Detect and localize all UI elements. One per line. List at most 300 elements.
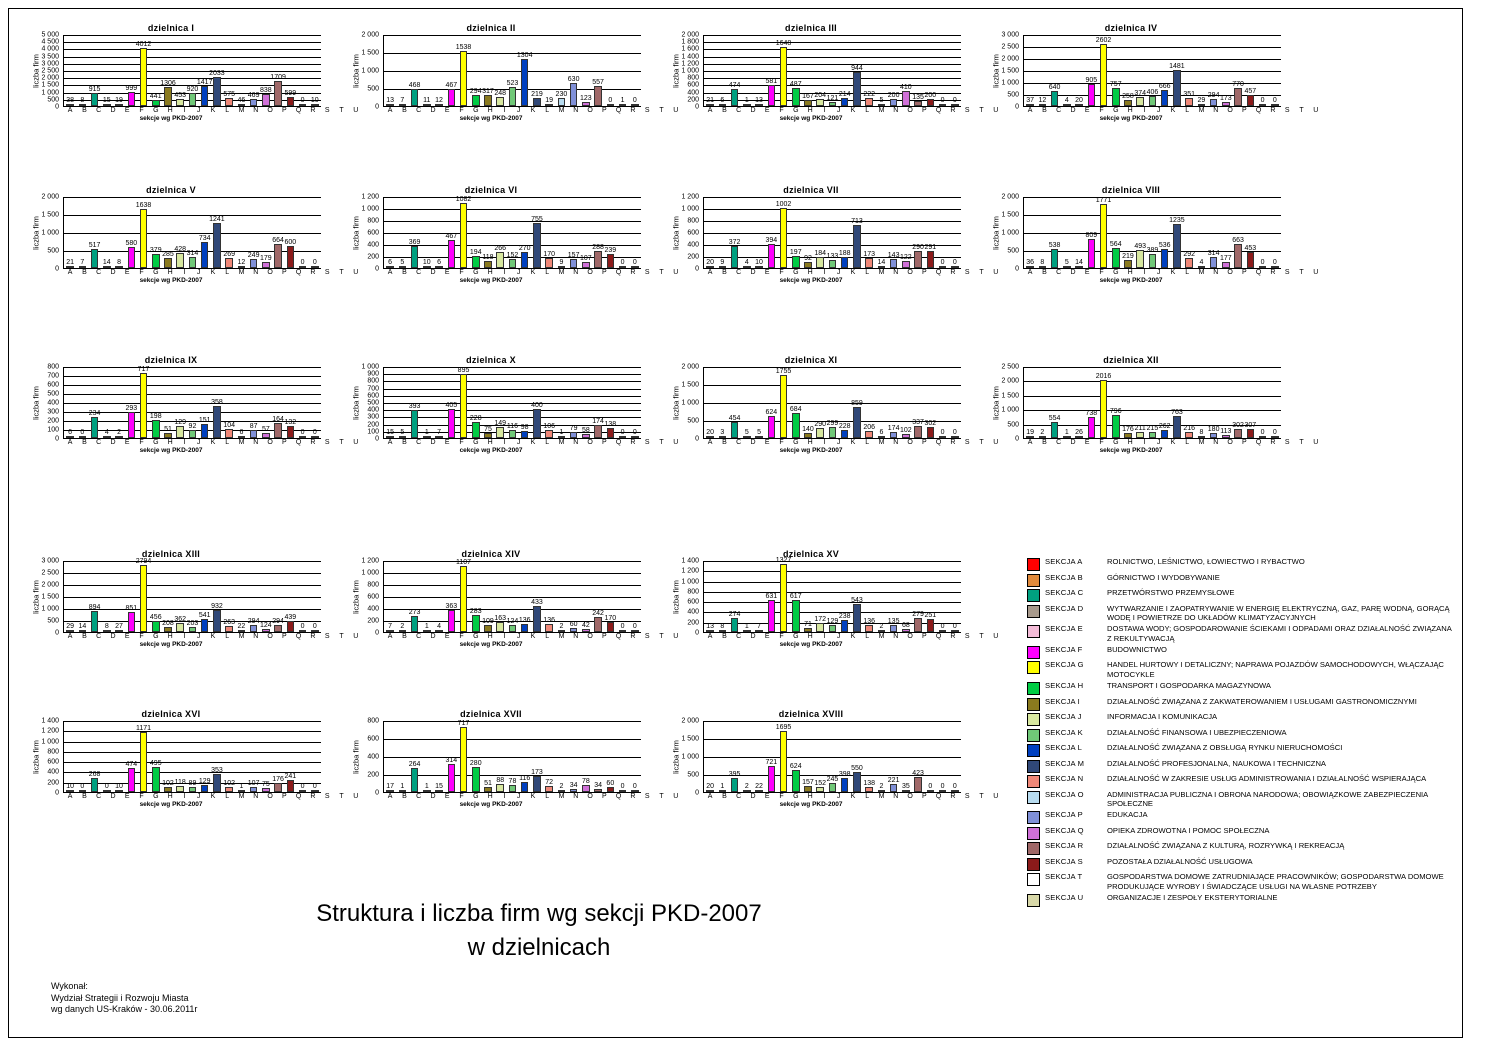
x-tick-label: Q <box>935 793 942 800</box>
bar <box>520 423 529 438</box>
x-tick-label: O <box>587 107 593 114</box>
x-tick-label: L <box>865 793 870 800</box>
bar-value-label: 554 <box>1048 415 1061 423</box>
bar-slot-Q <box>900 197 912 268</box>
bar <box>887 252 900 268</box>
y-tick-label: 400 <box>367 605 379 613</box>
bar-value-label: 0 <box>952 623 957 630</box>
bar <box>284 239 297 268</box>
bar <box>506 80 519 106</box>
x-tick-label: N <box>253 633 259 640</box>
legend-code: SEKCJA G <box>1045 660 1084 670</box>
bar <box>719 623 727 632</box>
bar <box>631 429 639 438</box>
bar-slot-J <box>814 367 826 438</box>
x-tick-label: K <box>530 633 536 640</box>
bar-slot-U <box>949 35 961 106</box>
y-axis-label: liczba firm <box>991 54 1001 88</box>
bar <box>838 612 851 632</box>
bar <box>174 92 187 106</box>
bar-slot-T <box>616 721 628 792</box>
x-tick-label: K <box>1170 107 1176 114</box>
y-axis-label: liczba firm <box>671 386 681 420</box>
y-tick-label: 1 200 <box>361 193 379 201</box>
x-axis-label: sekcje wg PKD-2007 <box>139 277 203 284</box>
bar <box>531 215 543 268</box>
bar <box>887 91 900 106</box>
bar-slot-L <box>516 35 533 106</box>
y-tick-label: 1 000 <box>361 569 379 577</box>
y-tick-label: 500 <box>687 771 699 779</box>
x-tick-label: F <box>1099 269 1104 276</box>
bar-value-label: 663 <box>1232 237 1244 245</box>
x-tick-label: N <box>253 439 259 446</box>
y-axis-ticks <box>671 31 701 111</box>
x-tick-label: D <box>430 793 436 800</box>
bar <box>1109 240 1122 268</box>
bar <box>386 623 394 632</box>
x-tick-label: P <box>282 107 287 114</box>
bar-slot-G <box>775 721 792 792</box>
x-tick-label: T <box>1299 269 1304 276</box>
y-tick-label: 2 000 <box>681 31 699 39</box>
bar-slot-A <box>64 35 76 106</box>
bar-slot-U <box>309 721 321 792</box>
bar <box>247 92 260 106</box>
bar-slot-U <box>1269 367 1281 438</box>
bar <box>102 97 111 106</box>
x-axis-ticks <box>703 633 1003 640</box>
bar-slot-J <box>494 367 506 438</box>
y-tick-label: 600 <box>47 758 59 766</box>
bar-value-label: 474 <box>728 81 741 89</box>
bar-slot-J <box>814 35 826 106</box>
bar <box>209 216 225 268</box>
bar <box>174 616 187 632</box>
bar <box>198 778 211 792</box>
plot-area <box>703 556 961 633</box>
bar-series <box>64 367 321 438</box>
y-tick-label: 800 <box>47 363 59 371</box>
bar-slot-R <box>1232 35 1244 106</box>
bar <box>569 781 578 792</box>
bar <box>125 84 138 106</box>
bar-value-label: 152 <box>506 251 519 259</box>
x-axis-ticks <box>703 439 1003 446</box>
x-tick-label: S <box>644 107 650 114</box>
bar <box>951 259 959 268</box>
bar-slot-U <box>309 197 321 268</box>
bar <box>1075 259 1083 268</box>
bar-slot-T <box>936 721 948 792</box>
bar-slot-Q <box>260 561 272 632</box>
legend-item <box>1027 743 1457 757</box>
bar-slot-M <box>531 35 543 106</box>
bar <box>311 429 319 438</box>
bar-value-label: 0 <box>1260 259 1265 266</box>
x-tick-label: R <box>950 793 956 800</box>
bar-value-label: 1306 <box>160 80 176 88</box>
y-tick-label: 1 500 <box>361 49 379 57</box>
y-axis-label: liczba firm <box>671 580 681 614</box>
bar <box>211 766 223 792</box>
bar-slot-H <box>1110 367 1122 438</box>
bar-value-label: 12 <box>435 97 443 104</box>
bar <box>900 253 912 268</box>
plot-area <box>63 557 321 633</box>
bar <box>137 366 150 438</box>
x-tick-label: E <box>444 107 450 114</box>
bar <box>299 623 307 632</box>
x-tick-label: J <box>196 793 201 800</box>
y-tick-label: 600 <box>47 381 59 389</box>
bar <box>149 759 162 792</box>
x-tick-label: J <box>196 633 201 640</box>
x-tick-label: N <box>573 439 579 446</box>
bar-slot-E <box>1073 367 1085 438</box>
x-tick-label: E <box>764 269 770 276</box>
bar-value-label: 0 <box>952 429 957 436</box>
bar-slot-I <box>482 367 494 438</box>
bar <box>386 783 395 792</box>
bar <box>519 774 531 792</box>
bar-slot-E <box>113 367 125 438</box>
bar <box>186 620 199 632</box>
x-tick-label: A <box>387 633 393 640</box>
bar-value-label: 138 <box>863 780 875 788</box>
y-tick-label: 2 500 <box>41 67 59 75</box>
bar <box>878 623 886 632</box>
x-tick-label: R <box>630 633 636 640</box>
bar-value-label: 467 <box>445 82 458 90</box>
x-tick-label: D <box>750 107 756 114</box>
bar-value-label: 211 <box>1134 424 1146 432</box>
x-tick-label: R <box>1270 269 1276 276</box>
x-tick-label: M <box>1198 269 1205 276</box>
y-tick-label: 1 500 <box>681 381 699 389</box>
bar-slot-A <box>384 561 396 632</box>
bar-slot-N <box>863 197 875 268</box>
x-tick-label: U <box>1313 107 1319 114</box>
x-tick-label: M <box>878 439 885 446</box>
x-tick-label: T <box>659 107 664 114</box>
bar-slot-E <box>1073 197 1085 268</box>
x-tick-label: D <box>750 269 756 276</box>
bar-value-label: 0 <box>1260 97 1265 104</box>
bar-value-label: 138 <box>604 421 617 429</box>
bar-value-label: 208 <box>162 620 174 628</box>
bar-slot-A <box>64 367 76 438</box>
bar-value-label: 7 <box>757 623 761 630</box>
bar-value-label: 9 <box>559 259 564 266</box>
bar-value-label: 599 <box>284 90 297 98</box>
bar <box>174 419 187 438</box>
y-tick-label: 0 <box>1015 435 1019 443</box>
bar-slot-H <box>790 721 802 792</box>
bar-slot-T <box>296 35 308 106</box>
chart-title: dzielnica X <box>466 355 516 365</box>
x-tick-label: Q <box>295 269 302 276</box>
bar-value-label: 362 <box>174 616 187 624</box>
bar-slot-B <box>716 35 728 106</box>
x-tick-label: B <box>722 269 727 276</box>
chart-dzielnica-vi <box>341 185 679 284</box>
x-tick-label: D <box>1070 107 1076 114</box>
legend-code: SEKCJA A <box>1045 557 1083 566</box>
bar <box>838 249 851 268</box>
bar <box>223 779 235 792</box>
bar-slot-Q <box>580 367 592 438</box>
bar <box>445 82 458 106</box>
bar-value-label: 1755 <box>775 367 792 375</box>
bar-slot-N <box>863 35 875 106</box>
bar-slot-M <box>211 561 223 632</box>
x-tick-label: B <box>402 107 407 114</box>
x-tick-label: L <box>225 439 230 446</box>
bar <box>878 783 886 792</box>
x-tick-label: R <box>310 439 316 446</box>
x-tick-label: H <box>807 269 813 276</box>
bar <box>209 69 225 106</box>
bar-value-label: 12 <box>237 259 246 266</box>
x-tick-label: O <box>587 793 593 800</box>
bar-value-label: 173 <box>1220 94 1232 102</box>
bar-slot-O <box>555 35 567 106</box>
bar-value-label: 29 <box>1197 97 1206 104</box>
chart-dzielnica-i <box>21 23 359 122</box>
legend-code: SEKCJA K <box>1045 727 1083 737</box>
bar <box>728 81 741 106</box>
x-tick-label: S <box>324 793 330 800</box>
x-tick-label: T <box>979 633 984 640</box>
y-tick-label: 1 000 <box>41 229 59 237</box>
legend-text: OPIEKA ZDROWOTNA I POMOC SPOŁECZNA <box>1107 825 1270 835</box>
bar-slot-S <box>604 197 616 268</box>
bar <box>1171 409 1183 438</box>
bar <box>162 250 174 268</box>
plot-area <box>383 367 641 439</box>
y-axis-ticks <box>671 557 701 637</box>
bar-value-label: 173 <box>863 250 875 258</box>
y-tick-label: 2 000 <box>1001 193 1019 201</box>
bar-slot-J <box>494 197 506 268</box>
bar-slot-S <box>284 367 296 438</box>
chart-dzielnica-iii <box>661 23 999 122</box>
x-tick-label: D <box>430 439 436 446</box>
bar-slot-B <box>716 367 728 438</box>
bar-slot-D <box>741 367 753 438</box>
bar <box>775 556 792 632</box>
bar-value-label: 734 <box>198 234 211 242</box>
x-tick-label: N <box>893 269 899 276</box>
bar-slot-H <box>150 561 162 632</box>
bar-slot-A <box>384 721 396 792</box>
x-tick-label: O <box>267 269 273 276</box>
bar-value-label: 13 <box>386 97 395 104</box>
bar <box>1085 409 1098 438</box>
x-tick-label: P <box>922 107 927 114</box>
x-tick-label: H <box>167 439 173 446</box>
bar-slot-A <box>384 197 396 268</box>
bar-slot-N <box>223 721 235 792</box>
bar-slot-J <box>814 721 826 792</box>
bar <box>457 366 470 438</box>
bar-value-label: 249 <box>247 252 260 260</box>
bar-value-label: 116 <box>506 422 519 430</box>
bar-slot-C <box>88 35 100 106</box>
bar-value-label: 88 <box>496 777 505 785</box>
bar-slot-G <box>135 557 152 632</box>
bar-value-label: 34 <box>569 781 578 789</box>
x-tick-label: O <box>907 269 913 276</box>
bar <box>838 770 851 792</box>
x-tick-label: B <box>1042 107 1047 114</box>
bar <box>1085 231 1098 268</box>
bar-slot-J <box>494 35 506 106</box>
bar-slot-U <box>1269 35 1281 106</box>
bar-slot-N <box>543 35 555 106</box>
bar-value-label: 0 <box>620 259 625 266</box>
x-tick-label: J <box>516 793 521 800</box>
x-tick-label: C <box>1056 439 1062 446</box>
bar-value-label: 248 <box>494 90 507 98</box>
bar-value-label: 302 <box>924 420 937 428</box>
bar <box>1169 63 1185 106</box>
y-tick-label: 200 <box>367 421 379 429</box>
bar-slot-I <box>162 561 174 632</box>
bar-value-label: 5 <box>400 429 405 436</box>
x-tick-label: Q <box>1255 107 1262 114</box>
x-tick-label: K <box>850 439 856 446</box>
legend-swatch-k <box>1027 729 1040 742</box>
bar-value-label: 118 <box>174 778 186 786</box>
bar-slot-M <box>211 197 223 268</box>
bar-value-label: 721 <box>765 759 778 767</box>
bar <box>863 618 875 632</box>
y-tick-label: 0 <box>1015 103 1019 111</box>
bar <box>311 783 319 792</box>
bar <box>775 723 792 792</box>
bar-slot-R <box>912 561 924 632</box>
x-tick-label: C <box>416 793 422 800</box>
legend-code: SEKCJA N <box>1045 774 1084 784</box>
y-tick-label: 200 <box>687 253 699 261</box>
legend-text: ROLNICTWO, LEŚNICTWO, ŁOWIECTWO I RYBACTWO <box>1107 557 1305 566</box>
bar <box>1232 80 1244 106</box>
bar <box>878 97 886 106</box>
x-tick-label: O <box>267 439 273 446</box>
bar-value-label: 37 <box>1026 97 1035 104</box>
bar <box>1220 94 1232 106</box>
legend-swatch-l <box>1027 744 1040 757</box>
bar <box>102 259 111 268</box>
y-axis-ticks <box>671 363 701 443</box>
bar <box>482 87 494 106</box>
bar-slot-R <box>1232 197 1244 268</box>
bar-slot-A <box>704 561 716 632</box>
bar <box>814 249 827 268</box>
bar <box>435 429 443 438</box>
bar-value-label: 72 <box>545 778 554 786</box>
legend-item <box>1027 712 1457 726</box>
x-tick-label: U <box>673 633 679 640</box>
y-tick-label: 400 <box>687 89 699 97</box>
x-tick-label: M <box>1198 439 1205 446</box>
bar <box>877 259 886 268</box>
x-tick-label: J <box>836 633 841 640</box>
bar-slot-C <box>1048 367 1060 438</box>
bar-slot-A <box>704 197 716 268</box>
bar <box>580 254 592 268</box>
bar <box>455 196 472 268</box>
bar-value-label: 10 <box>755 259 763 266</box>
chart-dzielnica-xviii <box>661 709 999 808</box>
bar <box>435 783 443 792</box>
bar <box>88 85 101 106</box>
y-tick-label: 1 400 <box>681 557 699 565</box>
bar-value-label: 14 <box>78 623 87 630</box>
bar-slot-J <box>174 197 186 268</box>
legend-item <box>1027 759 1457 773</box>
bar <box>79 429 87 438</box>
x-tick-label: J <box>1156 107 1161 114</box>
bar <box>545 778 554 792</box>
bar-slot-B <box>76 561 88 632</box>
bar <box>924 243 937 268</box>
bar <box>1207 425 1220 438</box>
x-tick-label: O <box>267 633 273 640</box>
bar-slot-U <box>949 367 961 438</box>
bar-slot-O <box>235 35 247 106</box>
bar-slot-B <box>716 561 728 632</box>
bar-slot-J <box>174 367 186 438</box>
bar-value-label: 932 <box>211 602 223 610</box>
bar-value-label: 580 <box>125 240 138 248</box>
bar-value-label: 4 <box>1199 259 1204 266</box>
bar <box>284 772 297 792</box>
bar <box>631 623 639 632</box>
y-tick-label: 500 <box>1007 247 1019 255</box>
bar-slot-J <box>814 561 826 632</box>
bar-value-label: 469 <box>247 92 260 100</box>
x-tick-label: A <box>67 269 73 276</box>
bar-slot-D <box>421 721 433 792</box>
bar-slot-B <box>76 721 88 792</box>
y-tick-label: 1 000 <box>361 205 379 213</box>
bar-value-label: 78 <box>581 777 590 785</box>
bar <box>1244 88 1257 106</box>
legend-item <box>1027 841 1457 855</box>
x-tick-label: O <box>907 793 913 800</box>
x-tick-label: P <box>282 439 287 446</box>
x-tick-label: K <box>210 633 216 640</box>
bar <box>531 402 543 438</box>
x-tick-label: P <box>922 269 927 276</box>
bar-slot-N <box>543 561 555 632</box>
x-tick-label: G <box>793 793 799 800</box>
bar-value-label: 291 <box>924 243 937 251</box>
x-tick-label: J <box>1156 439 1161 446</box>
bar <box>728 238 741 268</box>
bar-value-label: 5 <box>400 259 405 266</box>
bar-slot-L <box>1159 367 1171 438</box>
bar-slot-R <box>592 197 604 268</box>
x-tick-label: A <box>1027 439 1033 446</box>
x-tick-label: T <box>339 633 344 640</box>
bar <box>706 623 715 632</box>
bar-value-label: 0 <box>620 623 625 630</box>
bar-value-label: 1771 <box>1095 197 1112 205</box>
